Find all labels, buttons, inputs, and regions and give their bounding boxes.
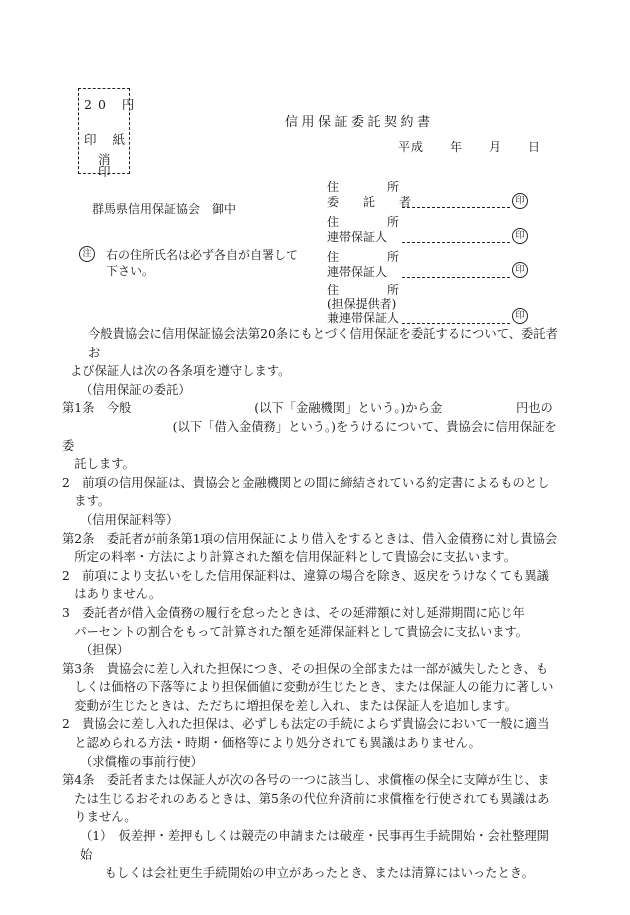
- body-line: 3 委託者が借入金債務の履行を怠ったときは、その延滞額に対し延滞期間に応じ年: [62, 605, 525, 620]
- body-line: はありません。: [62, 587, 162, 602]
- signer-2-address-label: 住 所: [327, 215, 400, 229]
- body-line: （担保）: [80, 643, 130, 658]
- body-line: パーセントの割合をもって計算された額を延滞保証料として貴協会に支払います。: [62, 624, 529, 639]
- signer-3-line: [402, 277, 510, 278]
- body-line: （信用保証料等）: [80, 512, 179, 527]
- body-line: （求償権の事前行使）: [80, 754, 203, 769]
- body-line: 2 貴協会に差し入れた担保は、必ずしも法定の手続によらず貴協会において一般に適当: [62, 717, 550, 732]
- signer-1-address-label: 住 所: [327, 180, 400, 194]
- body-line: しくは価格の下落等により担保価値に変動が生じたとき、または保証人の能力に著しい: [62, 680, 554, 695]
- signer-1-role: 委 託 者: [327, 195, 412, 209]
- body-line: 第1条 今般 (以下「金融機関」という。)から金 円也の: [62, 401, 553, 416]
- signer-4-role: 兼連帯保証人: [327, 311, 400, 325]
- seal-mark-2: 印: [512, 228, 528, 244]
- seal-mark-3: 印: [512, 262, 528, 278]
- body-line: 今般貴協会に信用保証協会法第20条にもとづく信用保証を委託するについて、委託者お: [88, 327, 558, 360]
- signer-1-line: [402, 207, 510, 208]
- body-line: （1） 仮差押・差押もしくは競売の申請または破産・民事再生手続開始・会社整理開始: [80, 829, 549, 862]
- body-line: 託します。: [62, 457, 135, 472]
- body-line: (以下「借入金債務」という。)をうけるについて、貴協会に信用保証を委: [62, 419, 557, 453]
- signer-3-role: 連帯保証人: [327, 265, 388, 279]
- stamp-cancel-2: 印: [98, 164, 117, 179]
- body-line: りません。: [62, 810, 137, 825]
- body-line: 2 前項により支払いをした信用保証料は、違算の場合を除き、返戻をうけなくても異議: [62, 568, 549, 583]
- signer-3-address-label: 住 所: [327, 250, 400, 264]
- signer-4-address-label: 住 所: [327, 283, 400, 297]
- addressee: 群馬県信用保証協会 御中: [92, 202, 237, 216]
- body-line: 第2条 委託者が前条第1項の信用保証により借入をするときは、借入金債務に対し貴協会: [62, 531, 558, 546]
- stamp-label: 印 紙: [84, 132, 131, 147]
- body-line: 第4条 委託者または保証人が次の各号の一つに該当し、求償権の保全に支障が生じ、ま: [62, 773, 550, 788]
- signer-2-line: [402, 242, 510, 243]
- note-mark: 注: [79, 246, 95, 262]
- seal-mark-1: 印: [512, 193, 528, 209]
- note-text: 右の住所氏名は必ず各自が自署して: [106, 248, 299, 262]
- contract-body: [62, 325, 560, 883]
- body-line: （信用保証の委託）: [80, 382, 191, 397]
- body-line: 所定の料率・方法により計算された額を信用保証料として貴協会に支払います。: [62, 550, 517, 565]
- signer-4-role-extra: (担保提供者): [327, 297, 397, 311]
- document-title: 信用保証委託契約書: [285, 115, 434, 130]
- signer-4-line: [402, 323, 510, 324]
- date-line: 平成 年 月 日: [398, 140, 542, 154]
- body-line: ます。: [62, 494, 111, 509]
- stamp-amount: 20 円: [84, 97, 141, 112]
- body-line: と認められる方法・時期・価格等により処分されても異議はありません。: [62, 736, 481, 751]
- note-text-2: 下さい。: [106, 264, 155, 278]
- signer-2-role: 連帯保証人: [327, 230, 388, 244]
- body-line: たは生じるおそれのあるときは、第5条の代位弁済前に求償権を行使されても異議はあ: [62, 791, 550, 806]
- seal-mark-4: 印: [512, 308, 528, 324]
- body-line: 2 前項の信用保証は、貴協会と金融機関との間に締結されている約定書によるものとし: [62, 475, 550, 490]
- stamp-cancel-1: 消: [98, 152, 117, 167]
- body-line: もしくは会社更生手続開始の申立があったとき、または清算にはいったとき。: [80, 866, 534, 881]
- body-line: 変動が生じたときは、ただちに増担保を差し入れ、または保証人を追加します。: [62, 698, 517, 713]
- body-line: よび保証人は次の各条項を遵守します。: [70, 364, 291, 379]
- body-line: 第3条 貴協会に差し入れた担保につき、その担保の全部または一部が滅失したとき、も: [62, 661, 549, 676]
